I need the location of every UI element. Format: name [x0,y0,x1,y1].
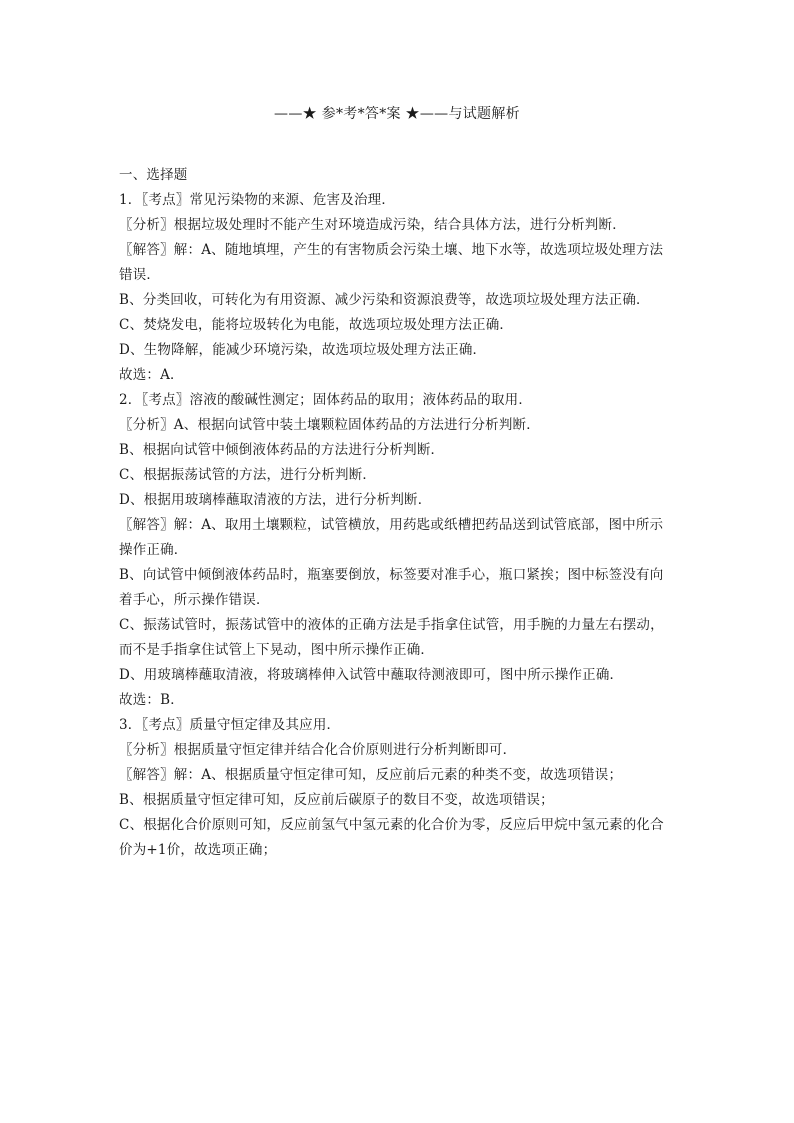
text-line: 〖解答〗解：A、随地填埋，产生的有害物质会污染土壤、地下水等，故选项垃圾处理方法 [119,242,664,258]
text-line: 着手心，所示操作错误． [119,592,270,608]
section-heading: 一、选择题 [119,167,188,183]
text-line: D、用玻璃棒蘸取清液，将玻璃棒伸入试管中蘸取待测液即可，图中所示操作正确． [119,667,624,683]
text-line: B、根据质量守恒定律可知，反应前后碳原子的数目不变，故选项错误； [119,792,554,808]
text-line: B、根据向试管中倾倒液体药品的方法进行分析判断． [119,442,445,458]
text-line: D、根据用玻璃棒蘸取清液的方法，进行分析判断． [119,492,432,508]
text-line: 3．〖考点〗质量守恒定律及其应用． [119,717,341,733]
text-line: 1．〖考点〗常见污染物的来源、危害及治理． [119,192,396,208]
text-line: D、生物降解，能减少环境污染，故选项垃圾处理方法正确． [119,342,487,358]
text-line: 价为+1价，故选项正确； [119,842,277,858]
text-line: 〖分析〗根据质量守恒定律并结合化合价原则进行分析判断即可． [119,742,517,758]
page-title: ——★ 参*考*答*案 ★——与试题解析 [274,106,520,122]
text-line: 故选：A． [119,367,184,383]
text-line: B、向试管中倾倒液体药品时，瓶塞要倒放，标签要对准手心，瓶口紧挨；图中标签没有向 [119,567,664,583]
text-line: C、根据化合价原则可知，反应前氢气中氢元素的化合价为零，反应后甲烷中氢元素的化合 [119,817,664,833]
text-line: 〖解答〗解：A、取用土壤颗粒，试管横放，用药匙或纸槽把药品送到试管底部，图中所示 [119,517,664,533]
text-line: C、焚烧发电，能将垃圾转化为电能，故选项垃圾处理方法正确． [119,317,514,333]
text-line: 〖解答〗解：A、根据质量守恒定律可知，反应前后元素的种类不变，故选项错误； [119,767,623,783]
text-line: 故选：B． [119,692,184,708]
text-line: 〖分析〗根据垃圾处理时不能产生对环境造成污染，结合具体方法，进行分析判断． [119,217,626,233]
text-line: B、分类回收，可转化为有用资源、减少污染和资源浪费等，故选项垃圾处理方法正确． [119,292,650,308]
text-line: 操作正确． [119,542,188,558]
text-line: 错误． [119,267,161,283]
answer-body [119,163,679,863]
text-line: C、振荡试管时，振荡试管中的液体的正确方法是手指拿住试管，用手腕的力量左右摆动， [119,617,664,633]
text-line: C、根据振荡试管的方法，进行分析判断． [119,467,377,483]
text-line: 〖分析〗A、根据向试管中装土壤颗粒固体药品的方法进行分析判断． [119,417,540,433]
text-line: 而不是手指拿住试管上下晃动，图中所示操作正确． [119,642,435,658]
text-line: 2．〖考点〗溶液的酸碱性测定；固体药品的取用；液体药品的取用． [119,392,533,408]
